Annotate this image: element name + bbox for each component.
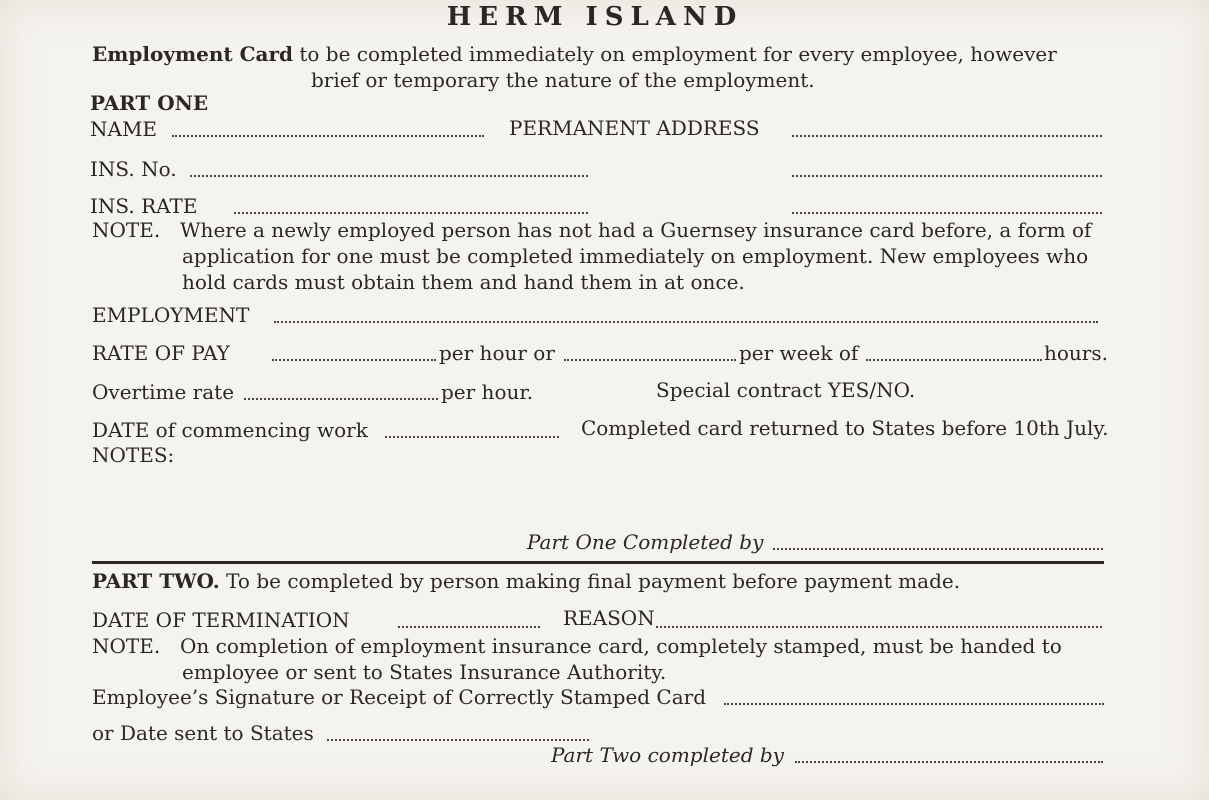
name-label: NAME <box>90 117 158 141</box>
address-label: PERMANENT ADDRESS <box>509 116 760 140</box>
date-sent-field[interactable] <box>327 739 589 741</box>
hours-text: hours. <box>1044 341 1108 365</box>
overtime-label: Overtime rate <box>92 380 235 404</box>
ins-no-label: INS. No. <box>90 157 177 181</box>
per-week-of-text: per week of <box>739 341 859 365</box>
part-one-heading: PART ONE <box>90 91 209 115</box>
reason-field[interactable] <box>656 626 1102 628</box>
part-two-heading-line <box>92 569 960 593</box>
date-commencing-field[interactable] <box>385 436 559 438</box>
notes-label: NOTES: <box>92 443 175 467</box>
intro-bold: Employment Card <box>92 42 293 66</box>
intro-line-2: brief or temporary the nature of the employment. <box>311 68 815 92</box>
part-two-completed-by-field[interactable] <box>795 761 1103 763</box>
ins-rate-field[interactable] <box>234 212 588 214</box>
note-1-line-3: hold cards must obtain them and hand them in at once. <box>182 270 745 294</box>
ins-no-field[interactable] <box>190 175 588 177</box>
rate-of-pay-label: RATE OF PAY <box>92 341 230 365</box>
signature-label: Employee’s Signature or Receipt of Correctly Stamped Card <box>92 685 707 709</box>
card-title: HERM ISLAND <box>446 2 744 32</box>
part-one-completed-by-field[interactable] <box>773 548 1103 550</box>
per-hour-or-text: per hour or <box>439 341 555 365</box>
hours-field[interactable] <box>866 359 1042 361</box>
overtime-field[interactable] <box>244 398 438 400</box>
card-returned-text: Completed card returned to States before 10th July. <box>581 416 1109 440</box>
note-2-line-1: On completion of employment insurance card, completely stamped, must be handed to <box>180 634 1062 658</box>
ins-rate-label: INS. RATE <box>90 194 198 218</box>
intro-text-1: to be completed immediately on employment for every employee, however <box>299 42 1057 66</box>
note-label-1: NOTE. <box>92 218 161 242</box>
part-two-heading: PART TWO. <box>92 569 220 593</box>
employment-label: EMPLOYMENT <box>92 303 250 327</box>
address-field-1[interactable] <box>792 135 1102 137</box>
date-commencing-label: DATE of commencing work <box>92 418 368 442</box>
part-two-completed-by-label: Part Two completed by <box>551 743 784 767</box>
part-one-completed-by-label: Part One Completed by <box>527 530 764 554</box>
special-contract-text[interactable]: Special contract YES/NO. <box>656 378 916 402</box>
reason-label: REASON <box>563 606 655 630</box>
termination-label: DATE OF TERMINATION <box>92 608 350 632</box>
note-2-line-2: employee or sent to States Insurance Authority. <box>182 660 667 684</box>
rate-per-week-field[interactable] <box>564 359 736 361</box>
note-label-2: NOTE. <box>92 634 161 658</box>
date-sent-label: or Date sent to States <box>92 721 314 745</box>
address-field-2[interactable] <box>792 175 1102 177</box>
employment-field[interactable] <box>274 321 1098 323</box>
address-field-3[interactable] <box>792 212 1102 214</box>
note-1-line-2: application for one must be completed immediately on employment. New employees who <box>182 244 1089 268</box>
part-two-heading-text: To be completed by person making final payment before payment made. <box>226 569 961 593</box>
note-1-line-1: Where a newly employed person has not had a Guernsey insurance card before, a form of <box>180 218 1092 242</box>
rate-per-hour-field[interactable] <box>272 359 436 361</box>
name-field[interactable] <box>172 135 484 137</box>
per-hour-text: per hour. <box>441 380 534 404</box>
signature-field[interactable] <box>724 703 1104 705</box>
intro-line-1 <box>92 42 1057 66</box>
section-divider <box>92 561 1104 564</box>
termination-field[interactable] <box>398 626 540 628</box>
